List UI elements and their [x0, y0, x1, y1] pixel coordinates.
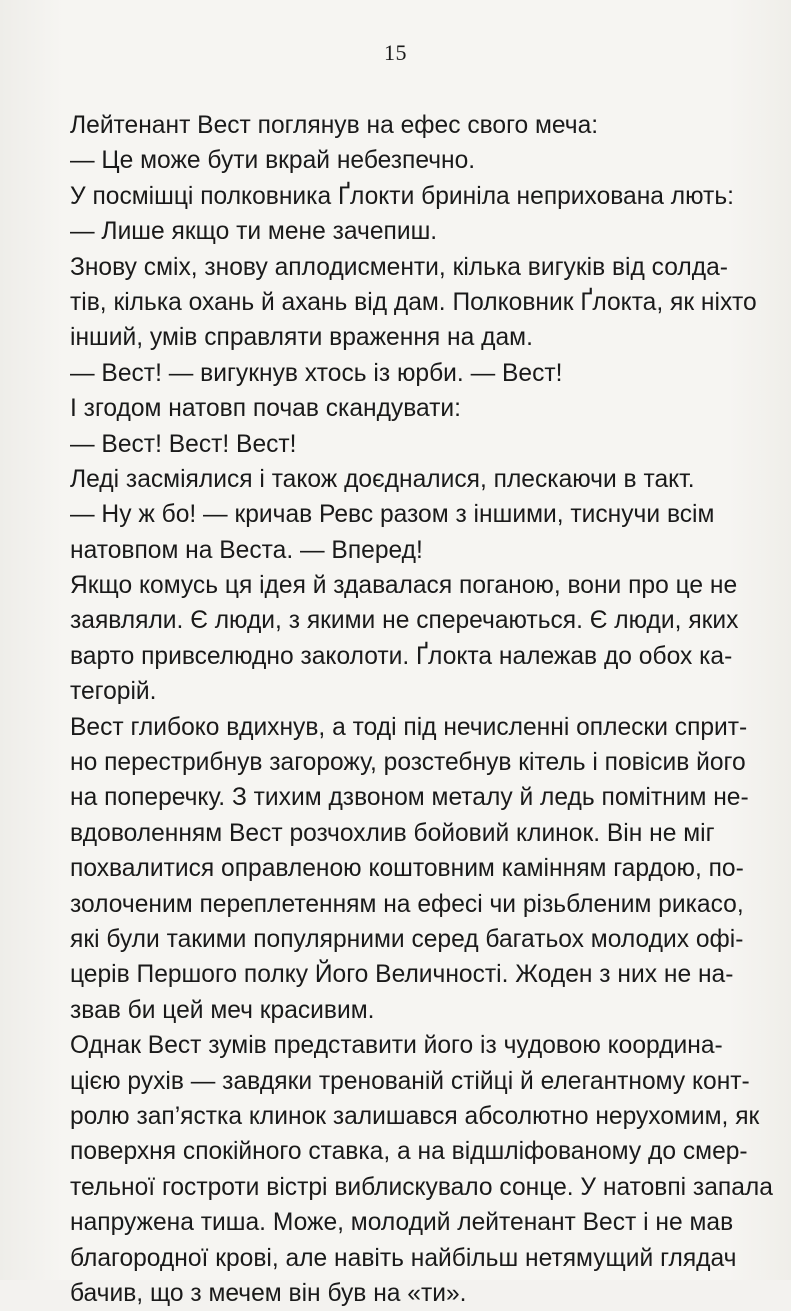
text-line: які були такими популярними серед багатьох молодих офі- [70, 925, 744, 953]
text-line: Леді засміялися і також доєдналися, плескаючи в такт. [70, 465, 695, 493]
text-line: Якщо комусь ця ідея й здавалася поганою, вони про це не [70, 572, 738, 600]
page-number: 15 [384, 40, 407, 65]
text-line: тегорій. [70, 678, 157, 706]
text-line: благородної крові, але навіть найбільш нетямущий глядач [70, 1244, 737, 1272]
text-line: тельної гостроти вістрі виблискувало сонце. У натовпі запала [70, 1173, 773, 1201]
text-line: заявляли. Є люди, з якими не сперечаються. Є люди, яких [70, 607, 739, 635]
text-line: У посмішці полковника Ґлокти бриніла неприхована лють: [70, 182, 734, 210]
body-text [70, 108, 773, 1311]
text-line: но перестрибнув загорожу, розстебнув кітель і повісив його [70, 749, 746, 777]
text-line: на поперечку. З тихим дзвоном металу й ледь помітним не- [70, 784, 749, 812]
text-line: вдоволенням Вест розчохлив бойовий клинок. Він не міг [70, 819, 715, 847]
text-line: — Лише якщо ти мене зачепиш. [70, 218, 438, 246]
text-line: — Ну ж бо! — кричав Ревс разом з іншими, тиснучи всім [70, 501, 715, 529]
text-line: золоченим переплетенням на ефесі чи різьбленим рикасо, [70, 890, 744, 918]
text-line: тів, кілька охань й ахань від дам. Полковник Ґлокта, як ніхто [70, 288, 757, 316]
text-line: Знову сміх, знову аплодисменти, кілька вигуків від солда- [70, 253, 728, 281]
text-line: поверхня спокійного ставка, а на відшліфованому до смер- [70, 1138, 748, 1166]
text-line: похвалитися оправленою коштовним камінням гардою, по- [70, 855, 744, 883]
text-line: напружена тиша. Може, молодий лейтенант Вест і не мав [70, 1209, 734, 1237]
text-line: варто привселюдно заколоти. Ґлокта належав до обох ка- [70, 642, 733, 670]
text-line: — Це може бути вкрай небезпечно. [70, 147, 476, 175]
text-line: бачив, що з мечем він був на «ти». [70, 1279, 467, 1307]
text-line: Вест глибоко вдихнув, а тоді під нечисленні оплески сприт- [70, 713, 748, 741]
text-line: церів Першого полку Його Величності. Жоден з них не на- [70, 961, 734, 989]
text-line: — Вест! — вигукнув хтось із юрби. — Вест! [70, 359, 563, 387]
text-line: Однак Вест зумів представити його із чудовою координа- [70, 1032, 723, 1060]
text-line: звав би цей меч красивим. [70, 996, 375, 1024]
text-line: цією рухів — завдяки тренованій стійці й елегантному конт- [70, 1067, 750, 1095]
text-line: ролю зап’ястка клинок залишався абсолютно нерухомим, як [70, 1102, 760, 1130]
text-line: І згодом натовп почав скандувати: [70, 395, 461, 423]
text-line: — Вест! Вест! Вест! [70, 430, 297, 458]
text-line: натовпом на Веста. — Вперед! [70, 536, 423, 564]
text-line: Лейтенант Вест поглянув на ефес свого меча: [70, 112, 599, 139]
text-line: інший, умів справляти враження на дам. [70, 324, 533, 352]
